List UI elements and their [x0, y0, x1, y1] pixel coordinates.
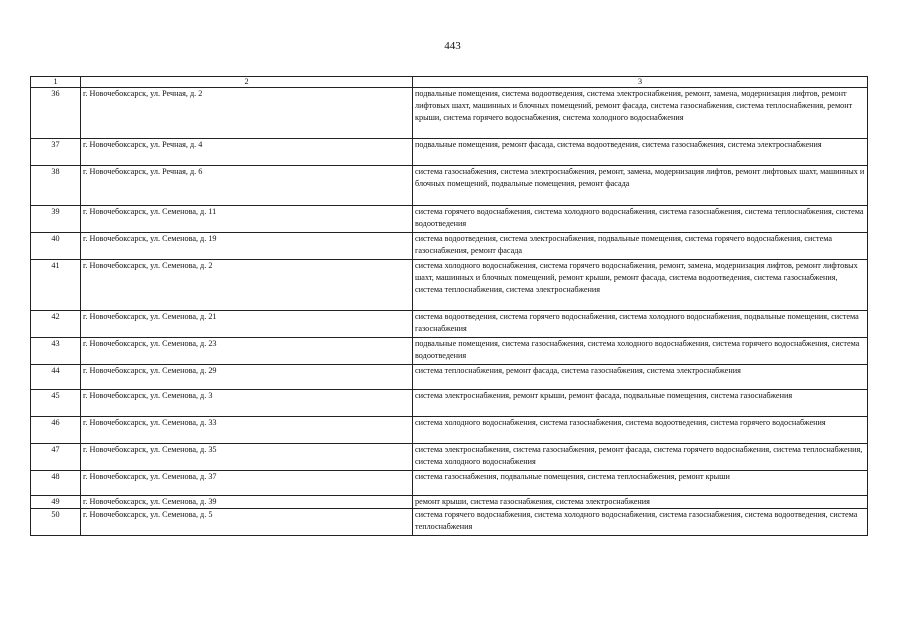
row-address: г. Новочебоксарск, ул. Семенова, д. 29 [81, 365, 413, 390]
row-number: 40 [31, 233, 81, 260]
row-number: 39 [31, 206, 81, 233]
row-works: система водоотведения, система горячего водоснабжения, система холодного водоснабжения, подвальные помещения, система газоснабжения [413, 311, 868, 338]
row-works: ремонт крыши, система газоснабжения, система электроснабжения [413, 496, 868, 509]
row-works: система горячего водоснабжения, система холодного водоснабжения, система газоснабжения, система теплоснабжения, система водоотведения [413, 206, 868, 233]
table-row [31, 260, 868, 311]
row-works: система газоснабжения, система электроснабжения, ремонт, замена, модернизация лифтов, ремонт лифтовых шахт, машинных и блочных помещений, подвальные помещения, ремонт фасада [413, 166, 868, 206]
header-col-1: 1 [31, 77, 81, 88]
row-address: г. Новочебоксарск, ул. Речная, д. 4 [81, 139, 413, 166]
row-number: 41 [31, 260, 81, 311]
table-row [31, 166, 868, 206]
row-address: г. Новочебоксарск, ул. Семенова, д. 5 [81, 509, 413, 536]
row-number: 37 [31, 139, 81, 166]
table-row [31, 139, 868, 166]
row-works: система холодного водоснабжения, система газоснабжения, система водоотведения, система горячего водоснабжения [413, 417, 868, 444]
row-address: г. Новочебоксарск, ул. Семенова, д. 3 [81, 390, 413, 417]
table-row [31, 88, 868, 139]
row-number: 46 [31, 417, 81, 444]
row-works: система горячего водоснабжения, система холодного водоснабжения, система газоснабжения, система водоотведения, система теплоснабжения [413, 509, 868, 536]
page-number: 443 [444, 40, 461, 52]
row-works: система холодного водоснабжения, система горячего водоснабжения, ремонт, замена, модернизация лифтов, ремонт лифтовых шахт, машинных и блочных помещений, ремонт крыши, ремонт фасада, система водоотведения, система газоснабжения, система теплоснабжения, система электроснабжения [413, 260, 868, 311]
row-works: подвальные помещения, ремонт фасада, система водоотведения, система газоснабжения, система электроснабжения [413, 139, 868, 166]
row-works: подвальные помещения, система газоснабжения, система холодного водоснабжения, система горячего водоснабжения, система водоотведения [413, 338, 868, 365]
row-number: 48 [31, 471, 81, 496]
row-works: система электроснабжения, ремонт крыши, ремонт фасада, подвальные помещения, система газоснабжения [413, 390, 868, 417]
table-row [31, 390, 868, 417]
row-works: система водоотведения, система электроснабжения, подвальные помещения, система горячего водоснабжения, система газоснабжения, ремонт фасада [413, 233, 868, 260]
table-row [31, 338, 868, 365]
row-address: г. Новочебоксарск, ул. Семенова, д. 21 [81, 311, 413, 338]
row-works: система электроснабжения, система газоснабжения, ремонт фасада, система горячего водоснабжения, система теплоснабжения, система холодного водоснабжения [413, 444, 868, 471]
row-address: г. Новочебоксарск, ул. Семенова, д. 33 [81, 417, 413, 444]
row-number: 49 [31, 496, 81, 509]
table-header-row [31, 77, 868, 88]
row-address: г. Новочебоксарск, ул. Семенова, д. 39 [81, 496, 413, 509]
row-works: подвальные помещения, система водоотведения, система электроснабжения, ремонт, замена, модернизация лифтов, ремонт лифтовых шахт, машинных и блочных помещений, ремонт фасада, система газоснабжения, система теплоснабжения, ремонт крыши, система горячего водоснабжения, система холодного водоснабжения [413, 88, 868, 139]
table-row [31, 365, 868, 390]
row-address: г. Новочебоксарск, ул. Семенова, д. 37 [81, 471, 413, 496]
row-number: 36 [31, 88, 81, 139]
row-address: г. Новочебоксарск, ул. Речная, д. 2 [81, 88, 413, 139]
row-works: система газоснабжения, подвальные помещения, система теплоснабжения, ремонт крыши [413, 471, 868, 496]
row-address: г. Новочебоксарск, ул. Семенова, д. 19 [81, 233, 413, 260]
row-number: 47 [31, 444, 81, 471]
table-row [31, 311, 868, 338]
row-works: система теплоснабжения, ремонт фасада, система газоснабжения, система электроснабжения [413, 365, 868, 390]
row-number: 43 [31, 338, 81, 365]
header-col-2: 2 [81, 77, 413, 88]
row-address: г. Новочебоксарск, ул. Семенова, д. 35 [81, 444, 413, 471]
row-number: 50 [31, 509, 81, 536]
table-row [31, 206, 868, 233]
header-col-3: 3 [413, 77, 868, 88]
table-row [31, 444, 868, 471]
row-number: 45 [31, 390, 81, 417]
row-address: г. Новочебоксарск, ул. Семенова, д. 23 [81, 338, 413, 365]
table-row [31, 509, 868, 536]
table-row [31, 417, 868, 444]
houses-table [30, 76, 868, 536]
row-address: г. Новочебоксарск, ул. Речная, д. 6 [81, 166, 413, 206]
table-row [31, 496, 868, 509]
table-row [31, 233, 868, 260]
row-address: г. Новочебоксарск, ул. Семенова, д. 11 [81, 206, 413, 233]
row-address: г. Новочебоксарск, ул. Семенова, д. 2 [81, 260, 413, 311]
row-number: 42 [31, 311, 81, 338]
row-number: 44 [31, 365, 81, 390]
table-row [31, 471, 868, 496]
row-number: 38 [31, 166, 81, 206]
